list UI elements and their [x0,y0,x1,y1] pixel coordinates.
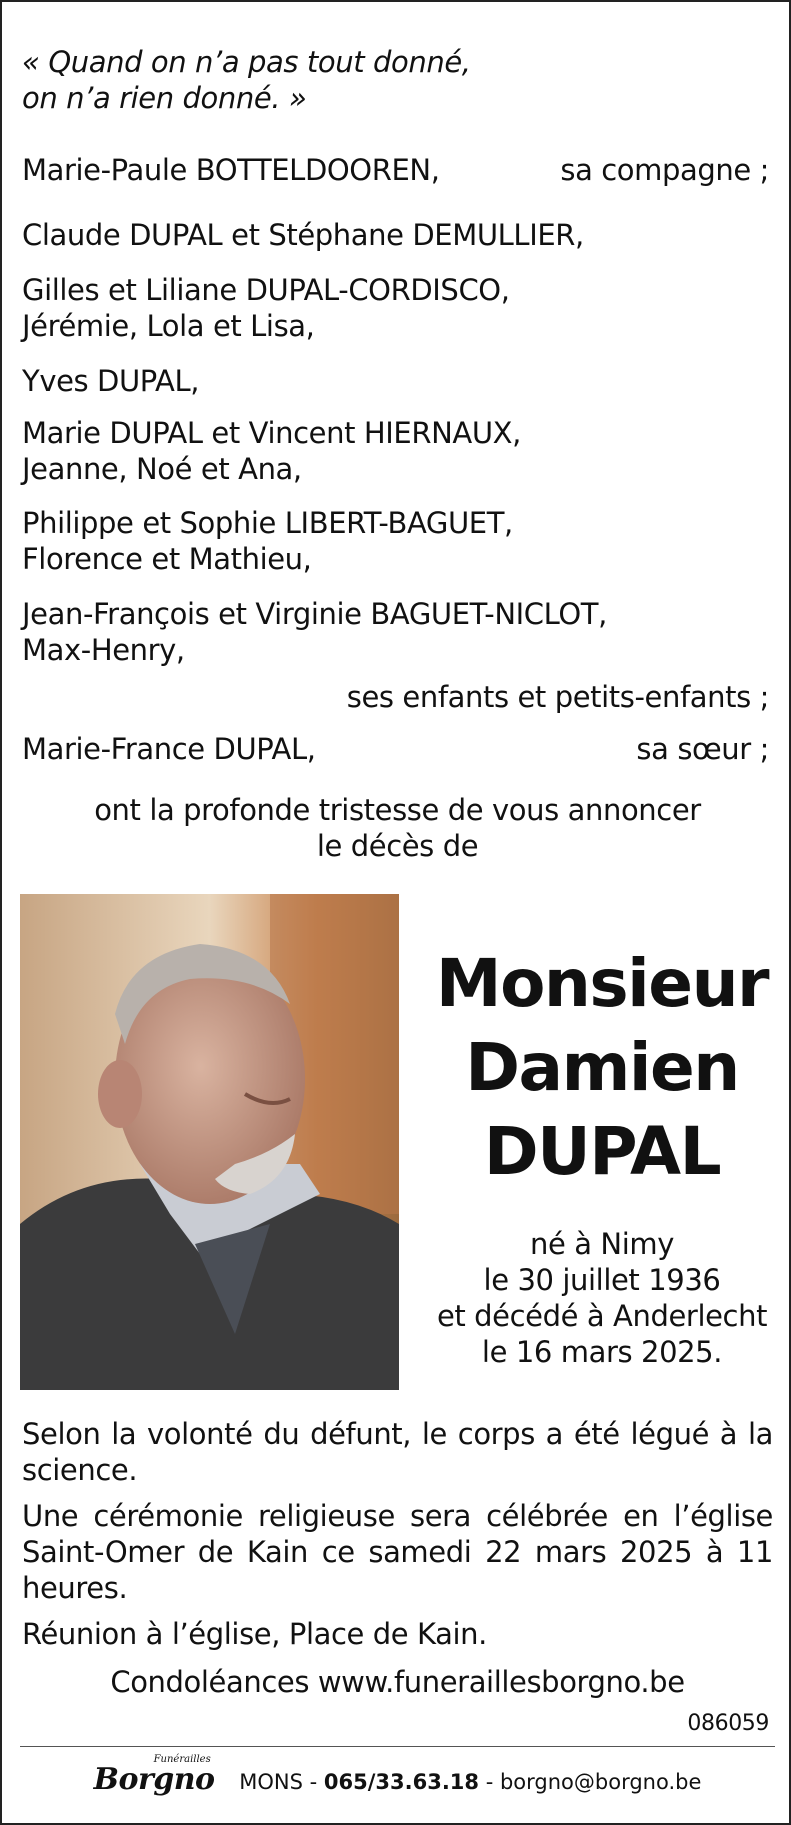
condolences-link[interactable]: Condoléances www.funeraillesborgno.be [110,1665,685,1699]
family-line: Claude DUPAL et Stéphane DEMULLIER, [22,218,584,252]
meeting-paragraph: Réunion à l’église, Place de Kain. [22,1617,487,1651]
family-line: Marie DUPAL et Vincent HIERNAUX, [22,416,521,450]
footer-divider [20,1746,775,1747]
science-paragraph: Selon la volonté du défunt, le corps a été légué à la science. [22,1417,773,1487]
deceased-title: Monsieur [435,945,769,1022]
children-role: ses enfants et petits-enfants ; [346,680,769,714]
family-line: Jeanne, Noé et Ana, [22,452,302,486]
family-line: Max-Henry, [22,633,185,667]
family-line: Philippe et Sophie LIBERT-BAGUET, [22,506,513,540]
companion-role: sa compagne ; [560,153,769,187]
quote-line-2: on n’a rien donné. » [22,81,307,115]
sister-name: Marie-France DUPAL, [22,732,316,766]
family-line: Yves DUPAL, [22,364,200,398]
family-line: Gilles et Liliane DUPAL-CORDISCO, [22,273,510,307]
reference-number: 086059 [687,1711,769,1736]
footer-phone[interactable]: 065/33.63.18 [323,1770,480,1794]
family-line: Jean-François et Virginie BAGUET-NICLOT, [22,597,607,631]
footer-email[interactable]: borgno@borgno.be [499,1770,702,1794]
borgno-logo [93,1754,215,1797]
family-line: Florence et Mathieu, [22,542,312,576]
announcement-line-1: ont la profonde tristesse de vous annoncer [94,793,701,827]
footer-city: MONS [239,1770,303,1794]
family-line: Jérémie, Lola et Lisa, [22,309,315,343]
footer-separator: - [302,1770,324,1794]
deceased-first-name: Damien [465,1029,739,1106]
birth-place: né à Nimy [530,1227,674,1261]
logo-text: Borgno [93,1762,215,1797]
announcement-line-2: le décès de [316,829,479,863]
deceased-portrait-photo [20,894,399,1390]
sister-role: sa sœur ; [636,732,769,766]
birth-date: le 30 juillet 1936 [483,1263,721,1297]
death-date: le 16 mars 2025. [481,1335,723,1369]
quote-line-1: « Quand on n’a pas tout donné, [22,45,471,79]
companion-name: Marie-Paule BOTTELDOOREN, [22,153,440,187]
logo-small-text: Funérailles [153,1754,211,1765]
footer-separator: - [479,1770,500,1794]
deceased-last-name: DUPAL [483,1113,721,1190]
ceremony-paragraph: Une cérémonie religieuse sera célébrée en l’église Saint-Omer de Kain ce samedi 22 mars 2025 à 11 heures. [22,1499,773,1605]
funeral-home-footer [2,1754,791,1797]
death-place: et décédé à Anderlecht [436,1299,768,1333]
